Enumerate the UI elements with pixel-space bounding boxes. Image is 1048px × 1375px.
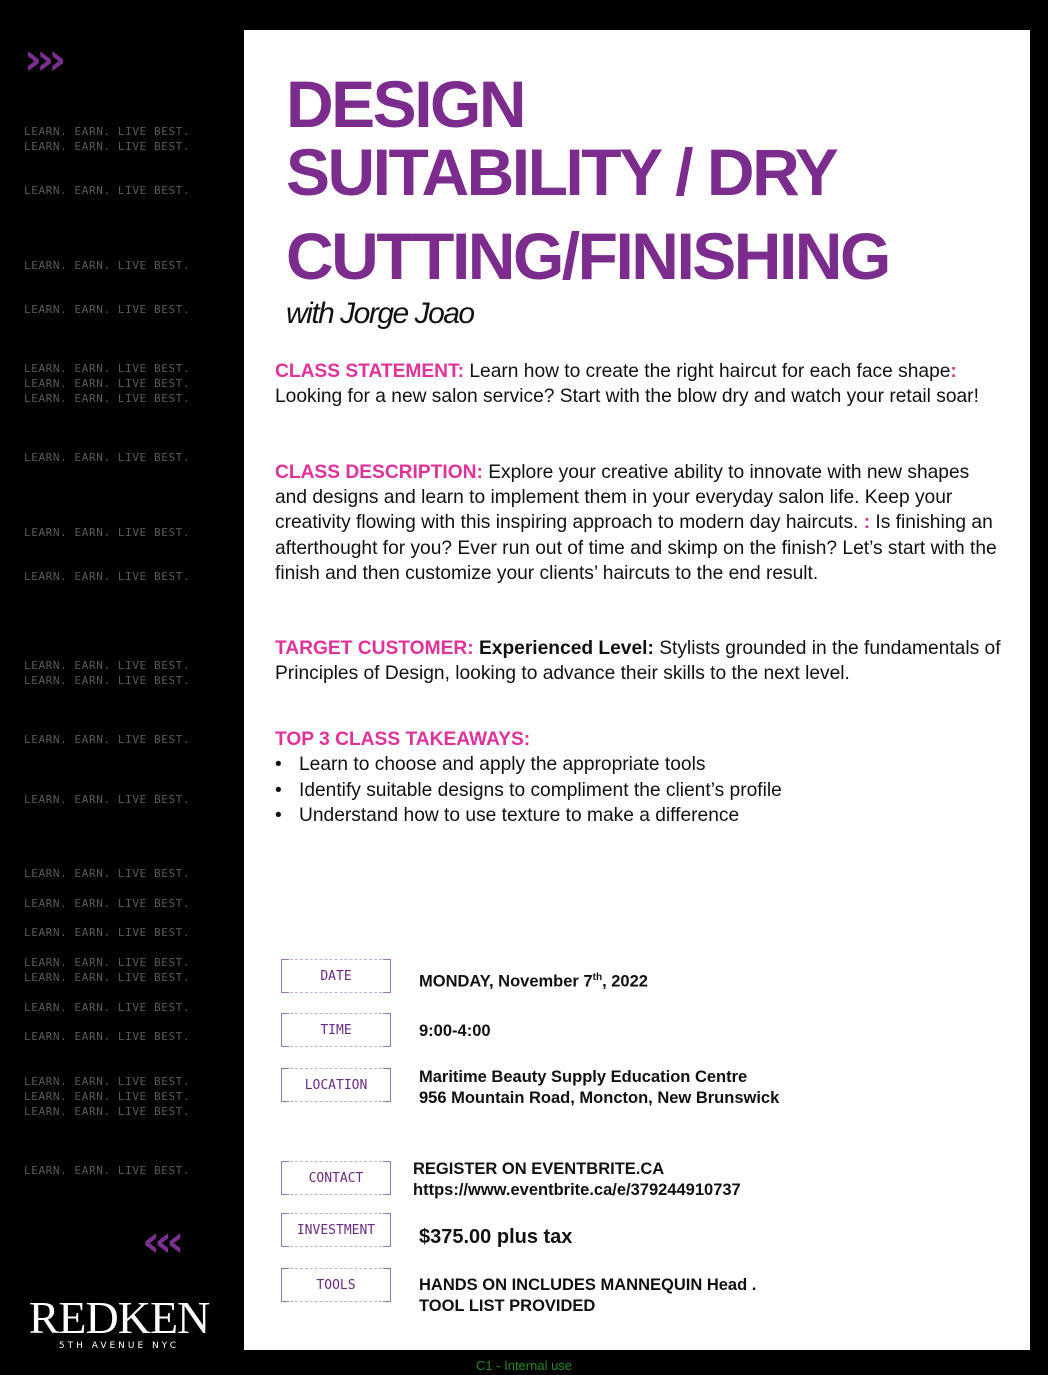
statement-colon: : [950, 361, 957, 382]
description-colon: : [863, 512, 871, 534]
time-label [281, 1013, 391, 1047]
location-line: Maritime Beauty Supply Education Centre [419, 1068, 748, 1086]
tagline: LEARN. EARN. LIVE BEST. [24, 125, 191, 138]
class-description [275, 460, 1005, 586]
tagline: LEARN. EARN. LIVE BEST. [24, 733, 191, 746]
tagline: LEARN. EARN. LIVE BEST. [24, 971, 191, 984]
tagline: LEARN. EARN. LIVE BEST. [24, 1001, 191, 1014]
logo-subtitle: 5TH AVENUE NYC [58, 1341, 180, 1351]
logo-wordmark: REDKEN [28, 1292, 210, 1343]
sidebar [0, 0, 245, 1375]
tagline: LEARN. EARN. LIVE BEST. [24, 362, 191, 375]
date-suffix: th [592, 972, 603, 983]
tagline: LEARN. EARN. LIVE BEST. [24, 659, 191, 672]
section-label: TARGET CUSTOMER: [275, 638, 474, 659]
tagline: LEARN. EARN. LIVE BEST. [24, 1105, 191, 1118]
label-text: LOCATION [304, 1077, 368, 1093]
tagline: LEARN. EARN. LIVE BEST. [24, 956, 191, 969]
time-value: 9:00-4:00 [419, 1022, 491, 1040]
tagline: LEARN. EARN. LIVE BEST. [24, 926, 191, 939]
class-statement [275, 359, 1005, 409]
location-value [419, 1067, 779, 1109]
tagline: LEARN. EARN. LIVE BEST. [24, 303, 191, 316]
contact-label [281, 1161, 391, 1195]
takeaways-section [275, 727, 1005, 829]
tagline: LEARN. EARN. LIVE BEST. [24, 377, 191, 390]
tagline: LEARN. EARN. LIVE BEST. [24, 1075, 191, 1088]
tagline: LEARN. EARN. LIVE BEST. [24, 1164, 191, 1177]
label-text: INVESTMENT [296, 1222, 376, 1238]
label-text: TOOLS [316, 1277, 356, 1293]
target-customer [275, 636, 1005, 686]
register-link[interactable]: https://www.eventbrite.ca/e/379244910737 [413, 1181, 741, 1199]
takeaways-list [275, 752, 1005, 828]
tagline: LEARN. EARN. LIVE BEST. [24, 526, 191, 539]
target-text: Stylists grounded in the fundamentals of Principles of Design, looking to advance their skills to the next level. [275, 638, 1001, 685]
page-title [286, 68, 889, 292]
chevron-right-icon: ››› [24, 34, 61, 85]
tagline: LEARN. EARN. LIVE BEST. [24, 184, 191, 197]
label-text: TIME [320, 1022, 352, 1038]
description-text: Explore your creative ability to innovate with new shapes and designs and learn to implement them in your everyday salon life. Keep your creativity flowing with this inspiring approach to modern day haircuts. [275, 462, 970, 534]
tools-value [419, 1275, 756, 1317]
list-item: • Understand how to use texture to make a difference [275, 803, 1005, 828]
tagline: LEARN. EARN. LIVE BEST. [24, 392, 191, 405]
tools-line: HANDS ON INCLUDES MANNEQUIN Head . [419, 1276, 757, 1294]
tagline: LEARN. EARN. LIVE BEST. [24, 259, 191, 272]
takeaways-heading: TOP 3 CLASS TAKEAWAYS: [275, 729, 531, 750]
tagline: LEARN. EARN. LIVE BEST. [24, 451, 191, 464]
target-level: Experienced Level: [478, 638, 654, 659]
classification-footer: C1 - Internal use [475, 1358, 573, 1373]
date-year: , 2022 [602, 972, 648, 991]
investment-value: $375.00 plus tax [419, 1226, 573, 1248]
title-line: SUITABILITY / DRY [286, 135, 837, 209]
section-label: CLASS DESCRIPTION: [275, 462, 483, 483]
flyer-page [244, 30, 1030, 1350]
title-line: CUTTING/FINISHING [286, 219, 889, 293]
statement-text: Looking for a new salon service? Start with the blow dry and watch your retail soar! [275, 386, 979, 408]
label-text: CONTACT [308, 1170, 364, 1186]
tagline: LEARN. EARN. LIVE BEST. [24, 140, 191, 153]
tagline: LEARN. EARN. LIVE BEST. [24, 867, 191, 880]
tools-line: TOOL LIST PROVIDED [419, 1297, 596, 1315]
location-label [281, 1068, 391, 1102]
chevron-left-icon: ‹‹‹ [142, 1216, 179, 1267]
contact-line: REGISTER ON EVENTBRITE.CA [413, 1160, 665, 1178]
section-label: CLASS STATEMENT: [275, 361, 465, 382]
tagline: LEARN. EARN. LIVE BEST. [24, 793, 191, 806]
list-item: • Learn to choose and apply the appropriate tools [275, 752, 1005, 777]
title-line: DESIGN [286, 67, 525, 141]
date-value [419, 967, 648, 993]
tools-label [281, 1268, 391, 1302]
tagline: LEARN. EARN. LIVE BEST. [24, 570, 191, 583]
tagline: LEARN. EARN. LIVE BEST. [24, 1090, 191, 1103]
instructor-subtitle: with Jorge Joao [286, 297, 474, 330]
location-line: 956 Mountain Road, Moncton, New Brunswick [419, 1089, 780, 1107]
contact-value [413, 1159, 741, 1201]
label-text: DATE [320, 968, 352, 984]
statement-text: Learn how to create the right haircut for each face shape [469, 361, 951, 382]
tagline: LEARN. EARN. LIVE BEST. [24, 674, 191, 687]
redken-logo [22, 1293, 216, 1351]
list-item: • Identify suitable designs to compliment the client’s profile [275, 778, 1005, 803]
date-text: MONDAY, November 7 [419, 972, 593, 991]
tagline: LEARN. EARN. LIVE BEST. [24, 897, 191, 910]
date-label [281, 959, 391, 993]
description-text: Is finishing an afterthought for you? Ever run out of time and skimp on the finish? Let’s start with the finish and then customize your clients’ haircuts to the end result. [275, 512, 997, 584]
tagline: LEARN. EARN. LIVE BEST. [24, 1030, 191, 1043]
investment-label [281, 1213, 391, 1247]
